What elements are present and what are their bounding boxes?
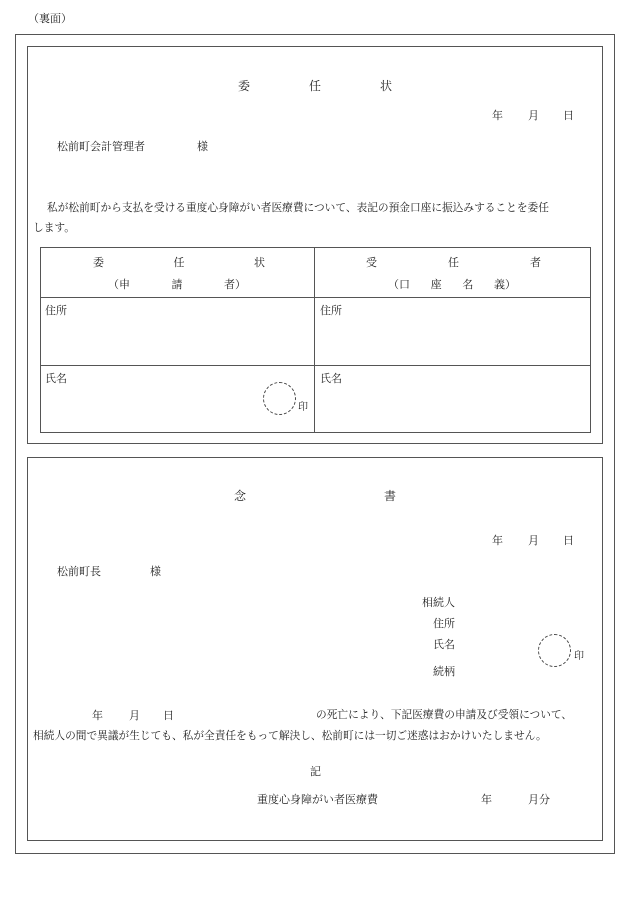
pledge-title-char: 書 [383,489,396,503]
right-subheader-part: （口 [388,278,410,291]
right-name-label: 氏名 [320,372,342,385]
delegation-table [40,247,591,433]
right-subheader-part: 名 [462,278,474,291]
left-name-label: 氏名 [45,372,67,385]
heir-name-label: 氏名 [433,638,455,651]
death-date-day: 日 [163,709,174,722]
pledge-seal-circle [538,634,571,667]
death-date-year: 年 [92,709,103,722]
pledge-honorific: 様 [150,565,161,578]
expense-label: 重度心身障がい者医療費 [257,793,378,806]
table-right-header [366,257,541,268]
delegation-title-char: 委 [238,79,251,93]
side-label: （裏面） [28,12,72,25]
right-header-char: 者 [530,256,541,269]
right-header-char: 任 [448,256,459,269]
pledge-date-year: 年 [492,534,503,547]
table-center-divider [314,247,315,433]
left-subheader-part: 者） [224,278,246,291]
pledge-title [234,490,396,502]
delegation-title-char: 状 [379,79,392,93]
delegation-body-line2: します。 [33,221,75,234]
table-left-subheader [108,279,246,290]
delegation-addressee: 松前町会計管理者 [57,140,145,153]
pledge-section [27,457,603,841]
right-address-label: 住所 [320,304,342,317]
right-header-char: 受 [366,256,377,269]
expense-year: 年 [481,793,492,806]
left-header-char: 状 [254,256,265,269]
delegation-date-year: 年 [492,109,503,122]
pledge-body-line1: の死亡により、下記医療費の申請及び受領について、 [316,708,573,721]
left-address-label: 住所 [45,304,67,317]
table-left-header [93,257,265,268]
pledge-title-char: 念 [234,489,247,503]
left-header-char: 任 [173,256,185,269]
delegation-body-line1: 私が松前町から支払を受ける重度心身障がい者医療費について、表記の預金口座に振込みすることを委任 [47,201,549,214]
expense-month: 月分 [528,793,550,806]
heir-address-label: 住所 [433,617,455,630]
left-subheader-part: 請 [171,278,183,291]
heir-relation-label: 続柄 [433,665,455,678]
delegation-date-month: 月 [528,109,539,122]
pledge-date-month: 月 [528,534,539,547]
pledge-addressee: 松前町長 [57,565,101,578]
table-row-divider [40,365,591,366]
left-header-char: 委 [93,256,104,269]
right-subheader-part: 座 [430,278,442,291]
delegation-seal-circle [263,382,296,415]
delegation-title-char: 任 [308,79,321,93]
delegation-seal-mark: 印 [298,402,308,413]
table-header-divider [40,297,591,298]
heir-label: 相続人 [422,596,455,609]
pledge-date-day: 日 [563,534,574,547]
table-right-subheader [388,279,516,290]
death-date-month: 月 [129,709,140,722]
pledge-body-line2: 相続人の間で異議が生じても、私が全責任をもって解決し、松前町には一切ご迷惑はおかけいたしません。 [33,729,547,742]
left-subheader-part: （申 [108,278,130,291]
right-subheader-part: 義） [493,278,516,291]
delegation-date-day: 日 [563,109,574,122]
delegation-honorific: 様 [197,140,208,153]
delegation-title [238,80,392,92]
note-label: 記 [310,765,321,778]
pledge-seal-mark: 印 [574,651,584,662]
